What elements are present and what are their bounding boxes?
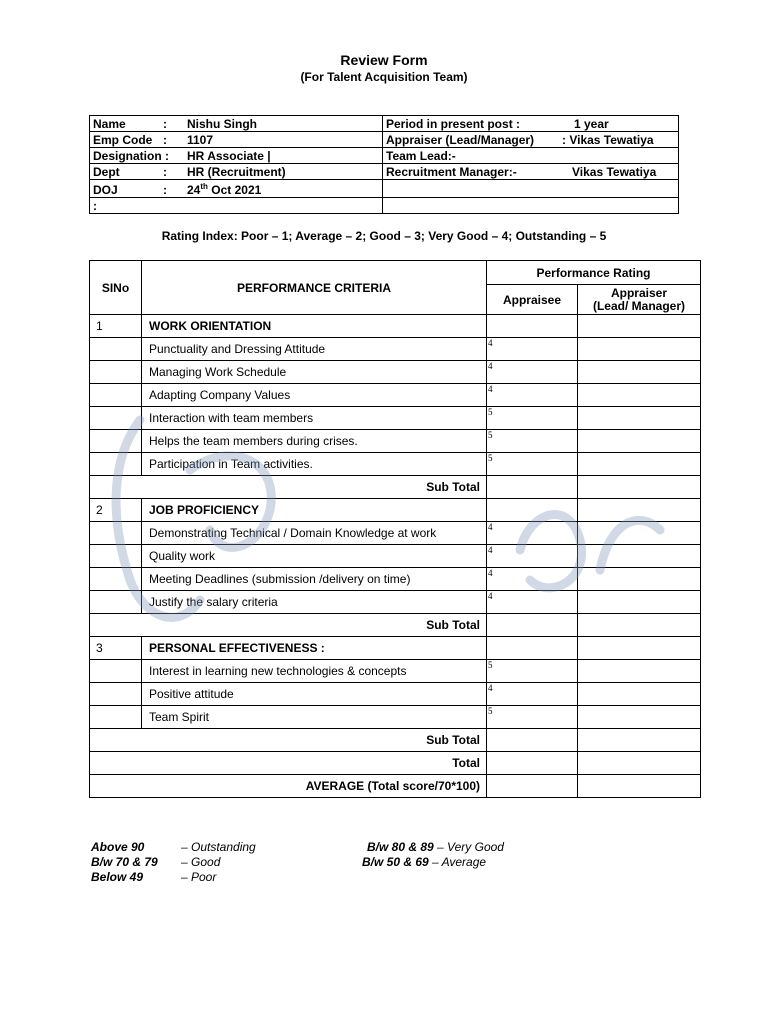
appraisee-score[interactable]: 5 — [487, 660, 578, 683]
period-value: 1 year — [574, 116, 609, 131]
legend-below49 — [91, 870, 143, 884]
section-row — [90, 315, 701, 338]
criteria-header: PERFORMANCE CRITERIA — [142, 261, 487, 315]
section-number: 1 — [90, 315, 142, 338]
sino-cell — [90, 407, 142, 430]
total-label: Total — [90, 752, 487, 775]
criteria-row — [90, 660, 701, 683]
appraiser-score[interactable] — [578, 545, 701, 568]
total-row — [90, 752, 701, 775]
subtotal-label: Sub Total — [90, 476, 487, 499]
subtotal-appraisee[interactable] — [487, 614, 578, 637]
section-title: WORK ORIENTATION — [142, 315, 487, 338]
doj-colon: : — [163, 183, 167, 197]
doj-value-rest: Oct 2021 — [207, 183, 262, 197]
section-number: 3 — [90, 637, 142, 660]
period-label: Period in present post : — [386, 116, 521, 131]
sino-cell — [90, 430, 142, 453]
subtotal-appraiser[interactable] — [578, 614, 701, 637]
legend-bw70-desc: – Good — [181, 855, 221, 869]
page-subtitle: (For Talent Acquisition Team) — [300, 70, 468, 84]
subtotal-appraiser[interactable] — [578, 729, 701, 752]
appraiser-cell[interactable] — [578, 499, 701, 522]
empcode-value: 1107 — [187, 132, 214, 147]
legend-bw50 — [362, 855, 486, 869]
appraisee-score[interactable]: 4 — [487, 568, 578, 591]
doj-label: DOJ — [93, 183, 118, 197]
recruitment-manager-value: Vikas Tewatiya — [572, 164, 657, 179]
appraisee-score[interactable]: 4 — [487, 591, 578, 614]
section-number: 2 — [90, 499, 142, 522]
section-row — [90, 499, 701, 522]
sino-cell — [90, 338, 142, 361]
name-value: Nishu Singh — [187, 116, 257, 131]
criteria-row — [90, 545, 701, 568]
appraiser-score[interactable] — [578, 683, 701, 706]
dept-colon: : — [163, 164, 167, 179]
sino-header: SINo — [90, 261, 142, 315]
info-row-4 — [90, 164, 679, 180]
criteria-label: Helps the team members during crises. — [142, 430, 487, 453]
appraisee-score[interactable]: 4 — [487, 384, 578, 407]
legend-bw80 — [367, 840, 504, 854]
subtotal-appraiser[interactable] — [578, 476, 701, 499]
appraiser-header — [578, 285, 701, 315]
info-cell-empcode — [90, 132, 383, 148]
sino-cell — [90, 453, 142, 476]
designation-label: Designation : — [93, 148, 170, 163]
appraisee-score[interactable]: 4 — [487, 545, 578, 568]
subtotal-row — [90, 476, 701, 499]
subtotal-row — [90, 614, 701, 637]
criteria-row — [90, 568, 701, 591]
performance-body — [90, 315, 701, 798]
appraiser-cell[interactable] — [578, 637, 701, 660]
info-cell-blank — [90, 198, 383, 214]
appraisee-score[interactable]: 4 — [487, 683, 578, 706]
criteria-label: Demonstrating Technical / Domain Knowledge at work — [142, 522, 487, 545]
info-cell-dept — [90, 164, 383, 180]
average-label: AVERAGE (Total score/70*100) — [90, 775, 487, 798]
appraisee-score[interactable]: 4 — [487, 338, 578, 361]
sino-cell — [90, 591, 142, 614]
sino-cell — [90, 706, 142, 729]
appraiser-score[interactable] — [578, 430, 701, 453]
sino-cell — [90, 683, 142, 706]
criteria-row — [90, 591, 701, 614]
blank-colon: : — [93, 198, 97, 213]
appraisee-score[interactable]: 4 — [487, 361, 578, 384]
appraiser-score[interactable] — [578, 361, 701, 384]
legend-above90-range: Above 90 — [91, 840, 145, 854]
legend-bw80-range: B/w 80 & 89 — [367, 840, 434, 854]
criteria-row — [90, 522, 701, 545]
total-appraiser[interactable] — [578, 752, 701, 775]
criteria-row — [90, 706, 701, 729]
criteria-row — [90, 338, 701, 361]
empcode-colon: : — [163, 132, 167, 147]
criteria-row — [90, 430, 701, 453]
doj-value-sup: th — [200, 182, 208, 191]
recruitment-manager-label: Recruitment Manager:- — [386, 164, 517, 179]
criteria-label: Justify the salary criteria — [142, 591, 487, 614]
criteria-label: Participation in Team activities. — [142, 453, 487, 476]
average-appraisee[interactable] — [487, 775, 578, 798]
sino-cell — [90, 568, 142, 591]
employee-info-table — [89, 115, 679, 214]
info-row-3 — [90, 148, 679, 164]
subtotal-label: Sub Total — [90, 614, 487, 637]
section-title: JOB PROFICIENCY — [142, 499, 487, 522]
appraiser-score[interactable] — [578, 522, 701, 545]
criteria-label: Adapting Company Values — [142, 384, 487, 407]
name-label: Name — [93, 116, 126, 131]
sino-cell — [90, 361, 142, 384]
criteria-label: Positive attitude — [142, 683, 487, 706]
criteria-row — [90, 361, 701, 384]
dept-value: HR (Recruitment) — [187, 164, 286, 179]
appraisee-score[interactable]: 5 — [487, 407, 578, 430]
teamlead-label: Team Lead:- — [386, 148, 456, 163]
info-cell-appraiser — [383, 132, 679, 148]
appraisee-header: Appraisee — [487, 285, 578, 315]
info-cell-empty-2 — [383, 198, 679, 214]
info-cell-name — [90, 116, 383, 132]
criteria-label: Quality work — [142, 545, 487, 568]
subtotal-label: Sub Total — [90, 729, 487, 752]
perf-header-row-1 — [90, 261, 701, 285]
dept-label: Dept — [93, 164, 120, 179]
info-row-5 — [90, 180, 679, 198]
info-row-6 — [90, 198, 679, 214]
rating-header: Performance Rating — [487, 261, 701, 285]
appraiser-header-line2: (Lead/ Manager) — [592, 298, 685, 313]
appraiser-header-line1: Appraiser — [610, 285, 668, 300]
appraiser-score[interactable] — [578, 706, 701, 729]
info-cell-designation — [90, 148, 383, 164]
info-cell-recruitment-manager — [383, 164, 679, 180]
legend-bw70-range: B/w 70 & 79 — [91, 855, 158, 869]
info-cell-empty-1 — [383, 180, 679, 198]
appraiser-score[interactable] — [578, 568, 701, 591]
name-colon: : — [163, 116, 167, 131]
total-appraisee[interactable] — [487, 752, 578, 775]
appraisee-cell[interactable] — [487, 315, 578, 338]
appraiser-score[interactable] — [578, 407, 701, 430]
criteria-row — [90, 407, 701, 430]
criteria-row — [90, 453, 701, 476]
subtotal-row — [90, 729, 701, 752]
appraisee-score[interactable]: 5 — [487, 430, 578, 453]
appraiser-score[interactable] — [578, 338, 701, 361]
info-row-1 — [90, 116, 679, 132]
info-cell-doj — [90, 180, 383, 198]
appraisee-cell[interactable] — [487, 637, 578, 660]
doj-value-day: 24 — [187, 183, 201, 197]
legend-bw70 — [91, 855, 158, 869]
legend-above90-desc: – Outstanding — [181, 840, 256, 854]
legend-below49-desc: – Poor — [181, 870, 217, 884]
legend-bw80-desc: – Very Good — [433, 840, 504, 854]
subtotal-appraisee[interactable] — [487, 729, 578, 752]
section-title: PERSONAL EFFECTIVENESS : — [142, 637, 487, 660]
appraiser-value: : Vikas Tewatiya — [562, 132, 654, 147]
info-row-2 — [90, 132, 679, 148]
criteria-label: Punctuality and Dressing Attitude — [142, 338, 487, 361]
sino-cell — [90, 522, 142, 545]
average-appraiser[interactable] — [578, 775, 701, 798]
appraisee-score[interactable]: 5 — [487, 453, 578, 476]
criteria-row — [90, 683, 701, 706]
page-title: Review Form — [340, 52, 428, 68]
criteria-label: Interest in learning new technologies & concepts — [142, 660, 487, 683]
criteria-label: Managing Work Schedule — [142, 361, 487, 384]
info-cell-period — [383, 116, 679, 132]
rating-index: Rating Index: Poor – 1; Average – 2; Good – 3; Very Good – 4; Outstanding – 5 — [161, 229, 607, 243]
average-row — [90, 775, 701, 798]
appraiser-label: Appraiser (Lead/Manager) — [386, 132, 535, 147]
sino-cell — [90, 545, 142, 568]
sino-cell — [90, 660, 142, 683]
criteria-label: Meeting Deadlines (submission /delivery on time) — [142, 568, 487, 591]
appraisee-cell[interactable] — [487, 499, 578, 522]
legend-below49-range: Below 49 — [91, 870, 144, 884]
appraiser-score[interactable] — [578, 660, 701, 683]
info-cell-teamlead — [383, 148, 679, 164]
appraiser-cell[interactable] — [578, 315, 701, 338]
legend-above90 — [91, 840, 144, 854]
criteria-label: Interaction with team members — [142, 407, 487, 430]
criteria-label: Team Spirit — [142, 706, 487, 729]
empcode-label: Emp Code — [93, 132, 153, 147]
appraisee-score[interactable]: 4 — [487, 522, 578, 545]
appraiser-score[interactable] — [578, 591, 701, 614]
criteria-row — [90, 384, 701, 407]
appraiser-score[interactable] — [578, 384, 701, 407]
appraiser-score[interactable] — [578, 453, 701, 476]
designation-value: HR Associate | — [187, 148, 271, 163]
legend-bw50-desc: – Average — [428, 855, 487, 869]
subtotal-appraisee[interactable] — [487, 476, 578, 499]
performance-table — [89, 260, 701, 798]
appraisee-score[interactable]: 5 — [487, 706, 578, 729]
section-row — [90, 637, 701, 660]
legend-bw50-range: B/w 50 & 69 — [362, 855, 429, 869]
sino-cell — [90, 384, 142, 407]
